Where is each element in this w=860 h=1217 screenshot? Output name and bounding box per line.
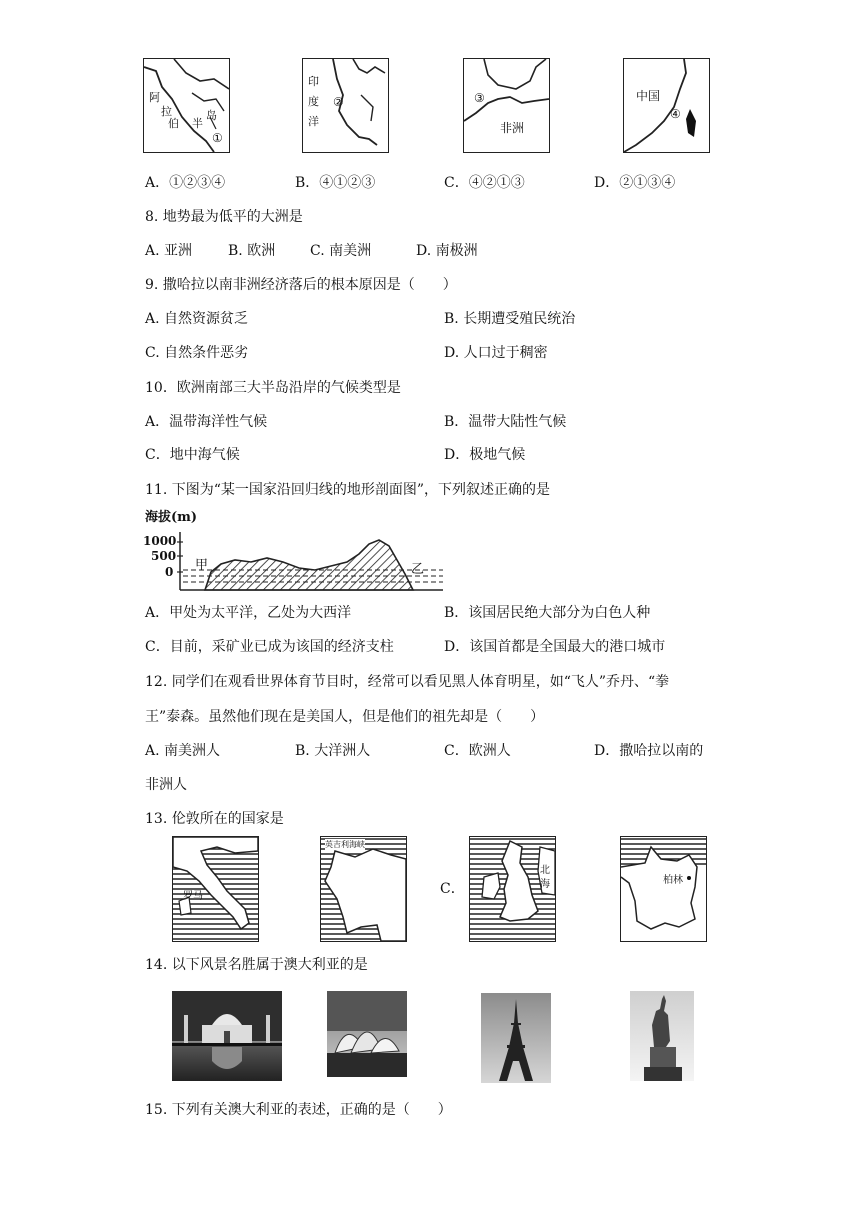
q7-option-d[interactable]: D．②①③④ [594,175,676,191]
q7-map1-marker: ① [212,131,223,145]
q13-map4-label: 柏林 [663,875,683,886]
q9-option-c[interactable]: C. 自然条件恶劣 [145,345,249,361]
q7-option-b[interactable]: B．④①②③ [295,175,376,191]
q7-map-india [302,58,389,153]
q7-map-africa [463,58,550,153]
q9-option-a[interactable]: A. 自然资源贫乏 [145,311,249,327]
q11-profile-left-label: 甲 [195,558,209,573]
q12-stem-line2: 王”泰森。虽然他们现在是美国人，但是他们的祖先却是（ ） [145,709,545,725]
q9-option-d[interactable]: D. 人口过于稠密 [444,345,548,361]
q11-profile-tick: 0 [165,565,174,579]
q7-option-c[interactable]: C．④②①③ [444,175,525,191]
q13-map-germany [620,836,707,942]
q13-map-germany-shape [621,837,706,941]
q7-map-china [623,58,710,153]
q13-option-c[interactable]: C． [440,881,465,897]
q7-map1-label: 拉 [161,105,172,118]
q12-option-d-continuation: 非洲人 [145,777,187,793]
q10-option-c[interactable]: C．地中海气候 [145,447,240,463]
q10-stem: 10．欧洲南部三大半岛沿岸的气候类型是 [145,380,401,396]
q14-stem: 14. 以下风景名胜属于澳大利亚的是 [145,957,368,973]
q9-stem: 9. 撒哈拉以南非洲经济落后的根本原因是（ ） [145,277,457,293]
q8-option-b[interactable]: B. 欧洲 [228,243,276,259]
statue-of-liberty-icon [630,991,694,1081]
q13-map2-label: 英吉利海峡 [325,840,365,849]
q10-option-d[interactable]: D．极地气候 [444,447,526,463]
q11-stem: 11. 下图为“某一国家沿回归线的地形剖面图”，下列叙述正确的是 [145,482,551,498]
eiffel-tower-photo[interactable] [481,993,551,1083]
q13-map-france-shape [321,837,406,941]
statue-of-liberty-photo[interactable] [630,991,694,1081]
q7-map4-label: 中国 [636,89,661,103]
q11-option-d[interactable]: D．该国首都是全国最大的港口城市 [444,639,666,655]
q13-map-italy [172,836,259,942]
taj-mahal-photo[interactable] [172,991,282,1081]
q12-option-d[interactable]: D．撒哈拉以南的 [594,743,704,759]
q7-map-china-coast [624,59,709,152]
q7-map3-label: 非洲 [500,121,525,135]
q13-stem: 13. 伦敦所在的国家是 [145,811,284,827]
q11-option-b[interactable]: B．该国居民绝大部分为白色人种 [444,605,651,621]
q10-option-a[interactable]: A．温带海洋性气候 [145,414,268,430]
taj-mahal-icon [172,991,282,1081]
q7-map1-label: 岛 [206,109,217,122]
sydney-opera-house-icon [327,991,407,1077]
q8-option-c[interactable]: C. 南美洲 [310,243,372,259]
q11-profile-terrain [205,540,413,590]
q11-profile-ylabel: 海拔(m) [145,510,198,525]
q8-option-d[interactable]: D. 南极洲 [416,243,478,259]
berlin-dot-icon [687,876,691,880]
q7-map2-label: 度 [308,95,319,108]
q11-option-a[interactable]: A．甲处为太平洋，乙处为大西洋 [145,605,352,621]
q7-map1-label: 阿 [149,91,160,104]
q12-stem-line1: 12. 同学们在观看世界体育节目时，经常可以看见黑人体育明星，如“飞人”乔丹、“拳 [145,674,670,690]
q7-map2-label: 印 [308,75,319,88]
q7-map1-label: 半 [192,117,203,130]
q7-map-africa-coast [464,59,549,152]
q12-option-c[interactable]: C．欧洲人 [444,743,511,759]
q12-option-a[interactable]: A. 南美洲人 [145,743,221,759]
q8-stem: 8. 地势最为低平的大洲是 [145,209,303,225]
q8-option-a[interactable]: A. 亚洲 [145,243,193,259]
q11-profile-figure [143,506,458,596]
q12-option-b[interactable]: B. 大洋洲人 [295,743,371,759]
q7-map3-marker: ③ [474,91,485,105]
q9-option-b[interactable]: B. 长期遭受殖民统治 [444,311,576,327]
q13-map-france [320,836,407,942]
q11-profile-tick: 1000 [143,534,177,548]
eiffel-tower-icon [481,993,551,1083]
q11-option-c[interactable]: C．目前，采矿业已成为该国的经济支柱 [145,639,394,655]
q7-map2-label: 洋 [308,115,319,128]
q13-map3-label: 北 [540,865,550,876]
q10-option-b[interactable]: B．温带大陆性气候 [444,414,567,430]
q7-map1-label: 伯 [168,117,179,130]
q11-profile-right-label: 乙 [411,562,425,577]
q7-option-a[interactable]: A．①②③④ [145,175,226,191]
q7-map-arabia [143,58,230,153]
q7-map4-marker: ④ [670,107,681,121]
q7-map2-marker: ② [333,95,344,109]
q13-map1-label: 罗马 [183,891,203,902]
q13-map3-label: 海 [540,879,550,890]
q11-profile-tick: 500 [151,549,177,563]
q15-stem: 15. 下列有关澳大利亚的表述，正确的是（ ） [145,1102,452,1118]
q13-map-britain [469,836,556,942]
sydney-opera-house-photo[interactable] [327,991,407,1077]
